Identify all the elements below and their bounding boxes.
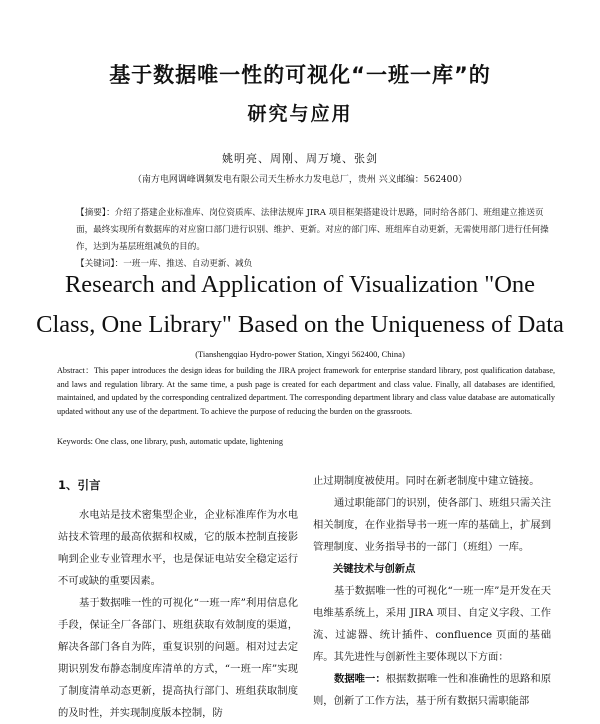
chinese-keywords-label: 【关键词】： <box>76 259 124 269</box>
english-title-line1: Research and Application of Visualization "One <box>64 271 536 298</box>
english-keywords-label: Keywords: <box>57 437 93 446</box>
chinese-abstract <box>76 205 556 256</box>
english-abstract <box>57 364 555 418</box>
english-keywords-text: One class, one library, push, automatic update, lightening <box>94 437 283 446</box>
chinese-abstract-label: 【摘要】： <box>76 208 115 218</box>
intro-paragraph-2-continued: 止过期制度被使用。同时在新老制度中建立链接。 <box>313 475 540 487</box>
author-list: 姚明亮、周刚、周万境、张剑 <box>222 152 378 165</box>
body-right-column <box>313 470 551 712</box>
intro-paragraph-2: 基于数据唯一性的可视化“一班一库”利用信息化手段，保证全厂各部门、班组获取有效制度的渠道，解决各部门各自为阵，重复识别的问题。相对过去定期识别发布静态制度库清单的方式，“一班一库”实现了制度清单动态更新，提高执行部门、班组获取制度的及时性，并实现制度版本控制，防 <box>58 597 298 719</box>
data-uniqueness-text: 根据数据唯一性和准确性的思路和原则，创新了工作方法，基于所有数据只需职能部 <box>313 673 552 707</box>
data-uniqueness-lead: 数据唯一： <box>334 673 386 685</box>
english-title-line2: Class, One Library" Based on the Uniqueness of Data <box>36 311 564 338</box>
english-abstract-label: Abstract： <box>57 366 94 375</box>
chinese-keywords <box>76 257 556 269</box>
intro-paragraph-3: 通过职能部门的识别，使各部门、班组只需关注相关制度，在作业指导书一班一库的基础上，扩展到管理制度、业务指导书的一部门（班组）一库。 <box>313 497 551 553</box>
chinese-keywords-text: 一班一库、推送、自动更新、减负 <box>123 259 253 269</box>
key-tech-paragraph: 基于数据唯一性的可视化“一班一库”是开发在天电维基系统上，采用 JIRA 项目、自定义字段、工作流、过滤器、统计插件、confluence 页面的基础库。其先进性与创新性主要体现以下方面： <box>313 585 551 663</box>
subsection-heading-key-tech: 关键技术与创新点 <box>333 563 416 575</box>
chinese-title-line2: 研究与应用 <box>247 103 353 125</box>
english-affiliation: (Tianshengqiao Hydro-power Station, Xingyi 562400, China) <box>195 349 405 359</box>
intro-paragraph-1: 水电站是技术密集型企业，企业标准库作为水电站技术管理的最高依据和权威，它的版本控制直接影响到企业专业管理水平，也是保证电站安全稳定运行不可或缺的重要因素。 <box>58 509 298 587</box>
body-left-column <box>58 470 298 724</box>
english-abstract-text: This paper introduces the design ideas for building the JIRA project framework for enterprise standard library, post qualification database, and laws and regulation library. At the same time, a push page is created for each department and class value. Finally, all databases are identified, maintained, and updated by the corresponding centralized department. The corresponding department library and class value database are automatically updated without any use of the department. To achieve the purpose of reducing the burden on the grassroots. <box>57 366 555 416</box>
section-heading-introduction: 1、引言 <box>58 478 101 492</box>
english-keywords <box>57 437 555 446</box>
chinese-affiliation: （南方电网调峰调频发电有限公司天生桥水力发电总厂，贵州 兴义邮编：562400） <box>132 175 468 185</box>
chinese-abstract-text: 介绍了搭建企业标准库、岗位资质库、法律法规库 JIRA 项目框架搭建设计思路，同时给各部门、班组建立推送页面，最终实现所有数据库的对应窗口部门进行识别、维护、更新。对应的部门库、班组库自动更新，无需使用部门进行任何操作，达到为基层班组减负的目的。 <box>76 208 549 252</box>
chinese-title-line1: 基于数据唯一性的可视化“一班一库”的 <box>109 63 491 87</box>
data-uniqueness-paragraph <box>313 668 551 712</box>
